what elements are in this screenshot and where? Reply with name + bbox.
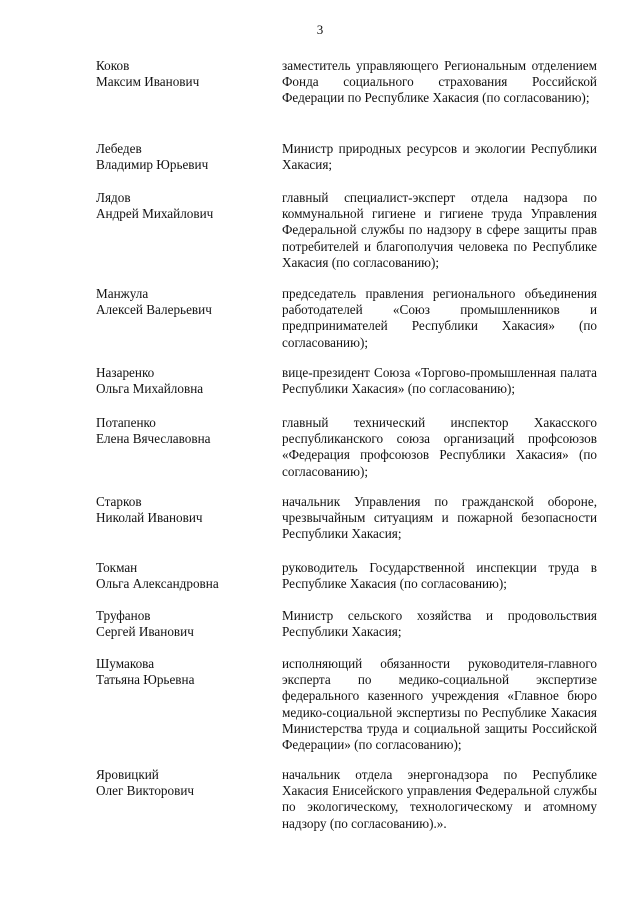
member-name — [96, 608, 266, 640]
member-position: Министр природных ресурсов и экологии Республики Хакасия; — [282, 141, 597, 173]
member-name — [96, 767, 266, 799]
member-name — [96, 560, 266, 592]
member-last-name: Назаренко — [96, 365, 155, 380]
member-position: начальник отдела энергонадзора по Республике Хакасия Енисейского управления Федеральной службы по экологическому, технологическому и атомному надзору (по согласованию).». — [282, 767, 597, 831]
member-position: начальник Управления по гражданской обороне, чрезвычайным ситуациям и пожарной безопасности Республики Хакасия; — [282, 494, 597, 542]
member-name — [96, 141, 266, 173]
member-last-name: Лебедев — [96, 141, 142, 156]
member-last-name: Труфанов — [96, 608, 151, 623]
member-name — [96, 656, 266, 688]
member-first-names: Николай Иванович — [96, 510, 203, 526]
member-name — [96, 190, 266, 222]
member-first-names: Алексей Валерьевич — [96, 302, 212, 318]
member-position: заместитель управляющего Региональным отделением Фонда социального страхования Российской Федерации по Республике Хакасия (по согласованию); — [282, 58, 597, 106]
member-last-name: Старков — [96, 494, 142, 509]
member-first-names: Татьяна Юрьевна — [96, 672, 195, 688]
member-last-name: Токман — [96, 560, 138, 575]
member-first-names: Олег Викторович — [96, 783, 195, 799]
member-first-names: Владимир Юрьевич — [96, 157, 209, 173]
member-first-names: Ольга Александровна — [96, 576, 219, 592]
member-position: председатель правления регионального объединения работодателей «Союз промышленников и предпринимателей Республики Хакасия» (по согласованию); — [282, 286, 597, 350]
member-first-names: Максим Иванович — [96, 74, 200, 90]
member-position: Министр сельского хозяйства и продовольствия Республики Хакасия; — [282, 608, 597, 640]
member-position: главный технический инспектор Хакасского республиканского союза организаций профсоюзов «Федерация профсоюзов Республики Хакасия» (по согласованию); — [282, 415, 597, 479]
member-name — [96, 365, 266, 397]
page-number: 3 — [316, 22, 324, 37]
member-position: исполняющий обязанности руководителя-главного эксперта по медико-социальной экспертизе федерального казенного учреждения «Главное бюро медико-социальной экспертизы по Республике Хакасия Министерства труда и социальной защиты Российской Федерации» (по согласованию); — [282, 656, 597, 753]
member-first-names: Елена Вячеславовна — [96, 431, 211, 447]
member-name — [96, 494, 266, 526]
member-name — [96, 58, 266, 90]
member-last-name: Лядов — [96, 190, 131, 205]
member-first-names: Сергей Иванович — [96, 624, 194, 640]
member-first-names: Ольга Михайловна — [96, 381, 204, 397]
member-first-names: Андрей Михайлович — [96, 206, 214, 222]
member-name — [96, 286, 266, 318]
member-position: руководитель Государственной инспекции труда в Республике Хакасия (по согласованию); — [282, 560, 597, 592]
member-last-name: Потапенко — [96, 415, 156, 430]
member-last-name: Шумакова — [96, 656, 155, 671]
member-name — [96, 415, 266, 447]
member-last-name: Яровицкий — [96, 767, 159, 782]
member-last-name: Манжула — [96, 286, 149, 301]
member-position: вице-президент Союза «Торгово-промышленная палата Республики Хакасия» (по согласованию); — [282, 365, 597, 397]
member-position: главный специалист-эксперт отдела надзора по коммунальной гигиене и гигиене труда Управления Федеральной службы по надзору в сфере защиты прав потребителей и благополучия человека по Республике Хакасия (по согласованию); — [282, 190, 597, 270]
member-last-name: Коков — [96, 58, 130, 73]
